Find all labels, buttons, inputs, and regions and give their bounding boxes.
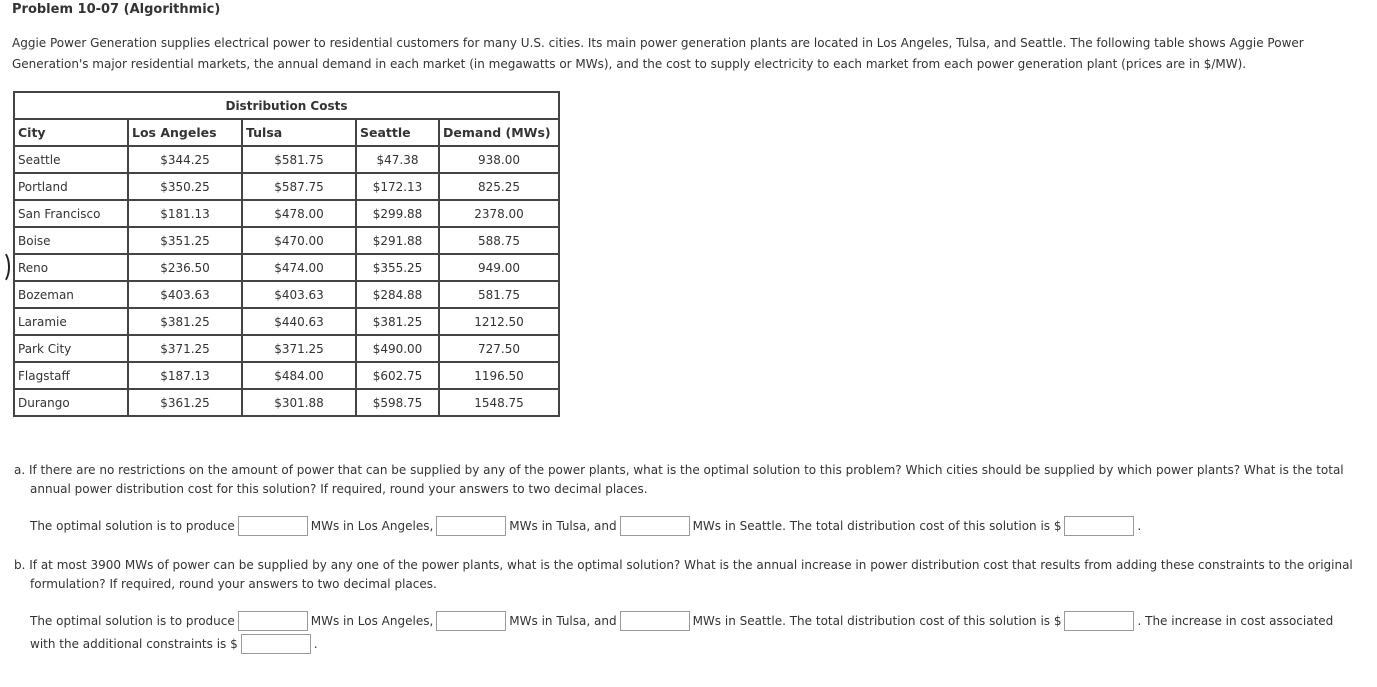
value-cell: $598.75 <box>356 389 439 416</box>
table-row <box>14 308 559 335</box>
input-a-total-cost[interactable] <box>1064 516 1134 536</box>
answer-b-tulsa-label: MWs in Tulsa, and <box>509 614 617 628</box>
answer-b-end: . <box>313 637 318 651</box>
value-cell: $291.88 <box>356 227 439 254</box>
input-b-los-angeles[interactable] <box>238 611 308 631</box>
value-cell: $236.50 <box>128 254 242 281</box>
city-name-cell: Park City <box>14 335 128 362</box>
value-cell: 949.00 <box>439 254 559 281</box>
city-name-cell: Flagstaff <box>14 362 128 389</box>
value-cell: $284.88 <box>356 281 439 308</box>
value-cell: 588.75 <box>439 227 559 254</box>
answer-a-la-label: MWs in Los Angeles, <box>310 519 434 533</box>
value-cell: 825.25 <box>439 173 559 200</box>
input-a-los-angeles[interactable] <box>238 516 308 536</box>
value-cell: $371.25 <box>128 335 242 362</box>
answer-b <box>30 611 1333 631</box>
table-row <box>14 254 559 281</box>
value-cell: 2378.00 <box>439 200 559 227</box>
answer-b-seattle-label: MWs in Seattle. The total distribution cost of this solution is $ <box>692 614 1062 628</box>
answer-a-prefix: The optimal solution is to produce <box>30 519 235 533</box>
value-cell: $490.00 <box>356 335 439 362</box>
value-cell: 727.50 <box>439 335 559 362</box>
city-name-cell: Bozeman <box>14 281 128 308</box>
table-row <box>14 281 559 308</box>
header-tulsa: Tulsa <box>242 119 356 146</box>
value-cell: 581.75 <box>439 281 559 308</box>
problem-intro: Aggie Power Generation supplies electrical power to residential customers for many U.S. cities. Its main power generation plants are located in Los Angeles, Tulsa, and Seattle. The following table shows Aggie Power Generation's major residential markets, the annual demand in each market (in megawatts or MWs), and the cost to supply electricity to each market from each power generation plant (prices are in $/MW). <box>12 36 1304 71</box>
input-b-cost-increase[interactable] <box>241 634 311 654</box>
distribution-costs-table <box>13 91 560 417</box>
header-seattle: Seattle <box>356 119 439 146</box>
value-cell: $474.00 <box>242 254 356 281</box>
answer-b-la-label: MWs in Los Angeles, <box>310 614 434 628</box>
value-cell: $371.25 <box>242 335 356 362</box>
value-cell: $355.25 <box>356 254 439 281</box>
value-cell: $344.25 <box>128 146 242 173</box>
table-row <box>14 335 559 362</box>
value-cell: $403.63 <box>242 281 356 308</box>
value-cell: 1548.75 <box>439 389 559 416</box>
value-cell: $381.25 <box>356 308 439 335</box>
header-city: City <box>14 119 128 146</box>
answer-a-end: . <box>1137 519 1142 533</box>
problem-title: Problem 10-07 (Algorithmic) <box>12 2 221 17</box>
value-cell: $440.63 <box>242 308 356 335</box>
value-cell: $351.25 <box>128 227 242 254</box>
city-name-cell: Reno <box>14 254 128 281</box>
header-los-angeles: Los Angeles <box>128 119 242 146</box>
city-name-cell: Portland <box>14 173 128 200</box>
answer-b-increase-label2: with the additional constraints is $ <box>30 637 238 651</box>
answer-a-seattle-label: MWs in Seattle. The total distribution cost of this solution is $ <box>692 519 1062 533</box>
answer-b-increase-label: . The increase in cost associated <box>1137 614 1334 628</box>
value-cell: $361.25 <box>128 389 242 416</box>
table-row <box>14 146 559 173</box>
value-cell: 938.00 <box>439 146 559 173</box>
value-cell: $581.75 <box>242 146 356 173</box>
value-cell: $381.25 <box>128 308 242 335</box>
question-a: a. If there are no restrictions on the amount of power that can be supplied by any of the power plants, what is the optimal solution to this problem? Which cities should be supplied by which power plants? What is the total annual power distribution cost for this solution? If required, round your answers to two decimal places. <box>14 463 1344 496</box>
value-cell: 1212.50 <box>439 308 559 335</box>
value-cell: $350.25 <box>128 173 242 200</box>
city-name-cell: San Francisco <box>14 200 128 227</box>
answer-b-line2 <box>30 634 318 654</box>
city-name-cell: Seattle <box>14 146 128 173</box>
table-caption: Distribution Costs <box>14 92 559 119</box>
value-cell: $187.13 <box>128 362 242 389</box>
value-cell: $484.00 <box>242 362 356 389</box>
answer-a-tulsa-label: MWs in Tulsa, and <box>509 519 617 533</box>
table-row <box>14 227 559 254</box>
value-cell: $301.88 <box>242 389 356 416</box>
value-cell: 1196.50 <box>439 362 559 389</box>
input-b-seattle[interactable] <box>620 611 690 631</box>
value-cell: $470.00 <box>242 227 356 254</box>
table-row <box>14 362 559 389</box>
value-cell: $587.75 <box>242 173 356 200</box>
input-b-tulsa[interactable] <box>436 611 506 631</box>
city-name-cell: Durango <box>14 389 128 416</box>
input-a-tulsa[interactable] <box>436 516 506 536</box>
city-name-cell: Laramie <box>14 308 128 335</box>
value-cell: $47.38 <box>356 146 439 173</box>
value-cell: $181.13 <box>128 200 242 227</box>
table-row <box>14 200 559 227</box>
input-a-seattle[interactable] <box>620 516 690 536</box>
table-row <box>14 173 559 200</box>
value-cell: $602.75 <box>356 362 439 389</box>
value-cell: $172.13 <box>356 173 439 200</box>
answer-a <box>30 516 1141 536</box>
input-b-total-cost[interactable] <box>1064 611 1134 631</box>
city-name-cell: Boise <box>14 227 128 254</box>
question-b: b. If at most 3900 MWs of power can be supplied by any one of the power plants, what is the optimal solution? What is the annual increase in power distribution cost that results from adding these constraints to the original formulation? If required, round your answers to two decimal places. <box>14 558 1353 591</box>
header-demand: Demand (MWs) <box>439 119 559 146</box>
answer-b-prefix: The optimal solution is to produce <box>30 614 235 628</box>
table-row <box>14 389 559 416</box>
value-cell: $478.00 <box>242 200 356 227</box>
value-cell: $403.63 <box>128 281 242 308</box>
scroll-marker <box>0 250 10 284</box>
table-header-row <box>14 119 559 146</box>
value-cell: $299.88 <box>356 200 439 227</box>
